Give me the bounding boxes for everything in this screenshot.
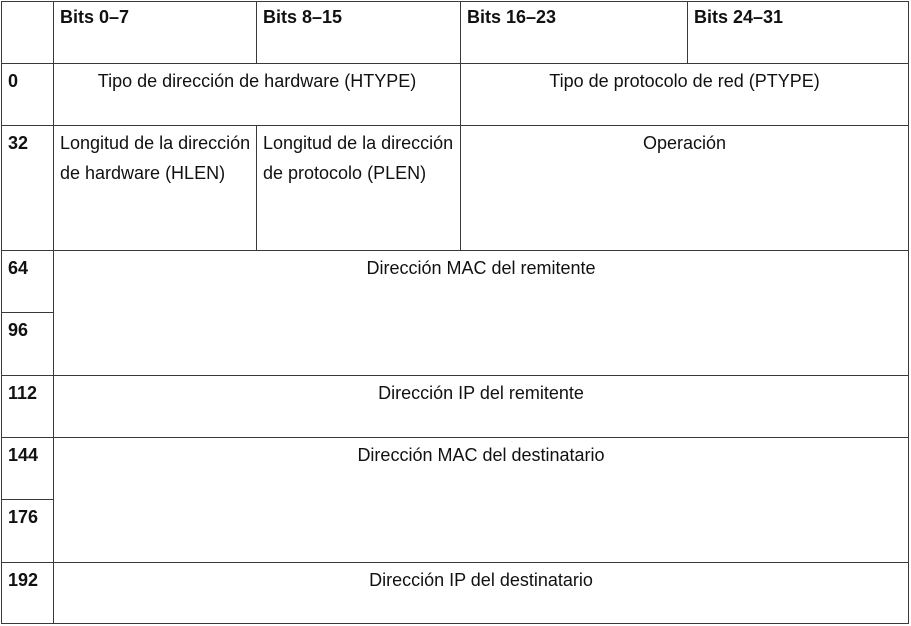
bit-offset-0: 0: [2, 64, 54, 126]
bit-offset-64: 64: [2, 251, 54, 313]
field-hlen: Longitud de la dirección de hardware (HLEN): [54, 126, 257, 251]
table-row: [2, 438, 909, 500]
col-header-bits-8-15: Bits 8–15: [257, 2, 461, 64]
field-target-mac: Dirección MAC del destinatario: [54, 438, 909, 563]
field-ptype: Tipo de protocolo de red (PTYPE): [461, 64, 909, 126]
col-header-bits-0-7: Bits 0–7: [54, 2, 257, 64]
table-row: [2, 126, 909, 251]
field-sender-mac: Dirección MAC del remitente: [54, 251, 909, 376]
header-row: [2, 2, 909, 64]
bit-offset-32: 32: [2, 126, 54, 251]
bit-offset-96: 96: [2, 313, 54, 376]
table-row: [2, 563, 909, 624]
field-plen: Longitud de la dirección de protocolo (PLEN): [257, 126, 461, 251]
col-header-bits-16-23: Bits 16–23: [461, 2, 688, 64]
table-row: [2, 251, 909, 313]
corner-cell: [2, 2, 54, 64]
field-sender-ip: Dirección IP del remitente: [54, 376, 909, 438]
field-operation: Operación: [461, 126, 909, 251]
col-header-bits-24-31: Bits 24–31: [688, 2, 909, 64]
field-target-ip: Dirección IP del destinatario: [54, 563, 909, 624]
arp-packet-table: [1, 1, 909, 624]
table-row: [2, 376, 909, 438]
field-htype: Tipo de dirección de hardware (HTYPE): [54, 64, 461, 126]
bit-offset-176: 176: [2, 500, 54, 563]
bit-offset-192: 192: [2, 563, 54, 624]
bit-offset-112: 112: [2, 376, 54, 438]
table-row: [2, 64, 909, 126]
bit-offset-144: 144: [2, 438, 54, 500]
